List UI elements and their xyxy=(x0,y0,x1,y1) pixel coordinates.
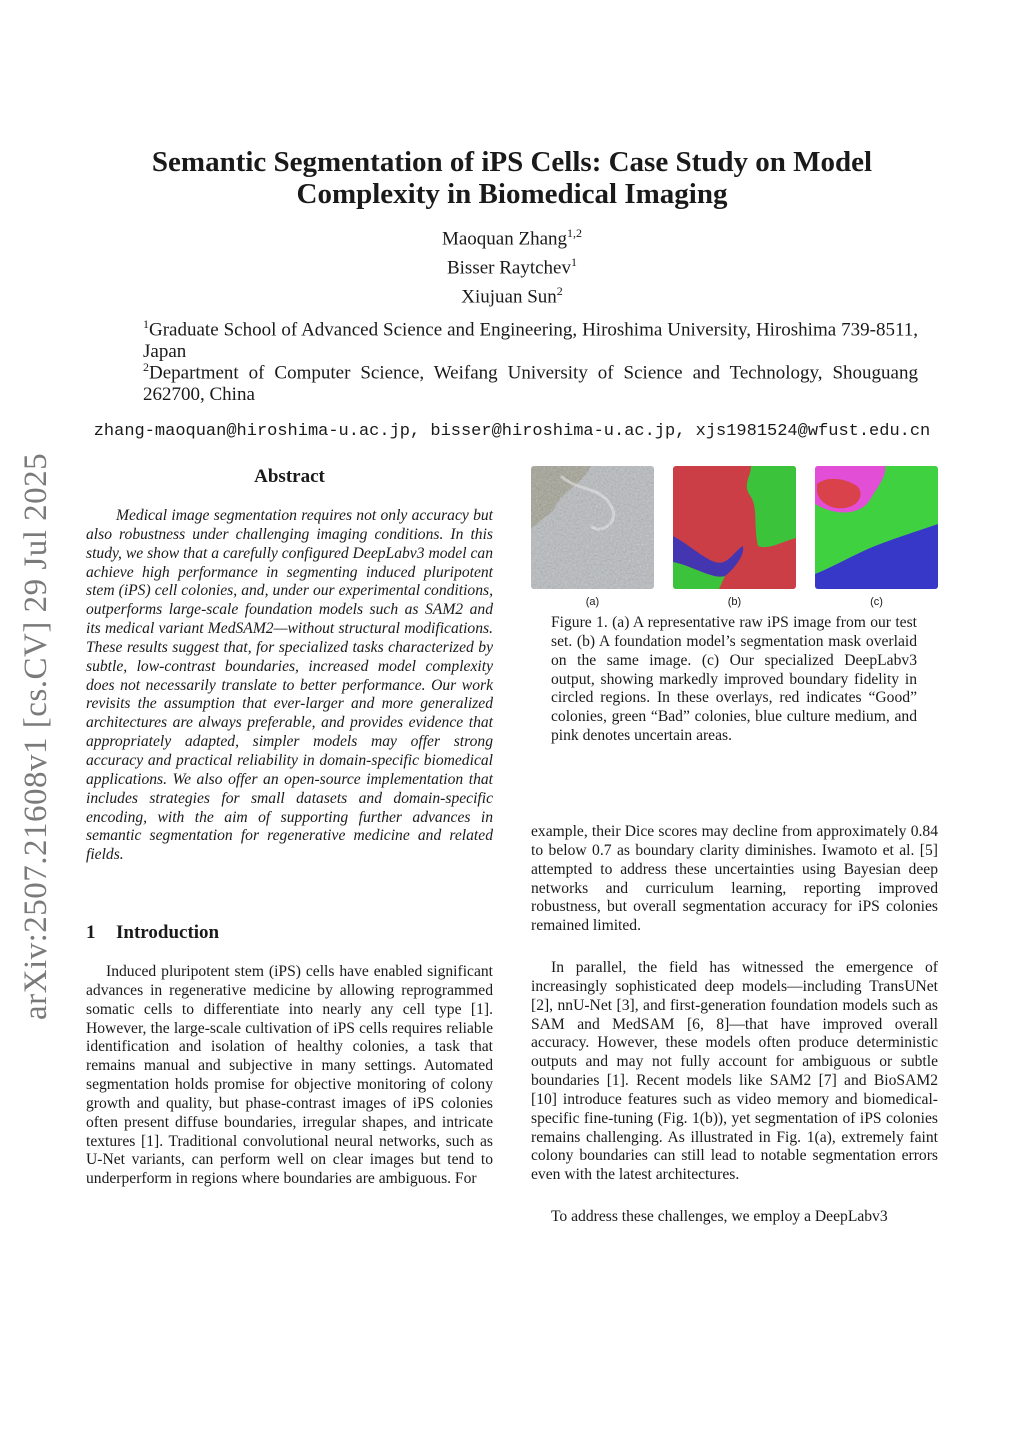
figure-panel-foundation-mask xyxy=(673,466,796,589)
author-emails[interactable]: zhang-maoquan@hiroshima-u.ac.jp, bisser@hiroshima-u.ac.jp, xjs1981524@wfust.edu.cn xyxy=(93,422,931,441)
figure-caption: Figure 1. (a) A representative raw iPS image from our test set. (b) A foundation model’s segmentation mask overlaid on the same image. (c) Our specialized DeepLabv3 output, showing markedly improved boundary fidelity in circled regions. In these overlays, red indicates “Good” colonies, green “Bad” colonies, blue culture medium, and pink denotes uncertain areas. xyxy=(551,614,917,745)
body-paragraph: example, their Dice scores may decline from approximately 0.84 to below 0.7 as boundary clarity diminishes. Iwamoto et al. [5] attempted to address these uncertainties using Bayesian deep networks and curriculum learning, reporting improved robustness, but overall segmentation accuracy for iPS colonies remained limited. xyxy=(531,823,938,935)
deeplabv3-mask xyxy=(815,466,938,589)
intro-paragraph: Induced pluripotent stem (iPS) cells have enabled significant advances in regenerative medicine by allowing reprogrammed somatic cells to differentiate into nearly any cell type [1]. However, the large-scale cultivation of iPS cells requires reliable identification and isolation of healthy colonies, a task that remains manual and subjective in many settings. Automated segmentation holds promise for objective monitoring of colony growth and quality, but phase-contrast images of iPS colonies often present diffuse boundaries, irregular shapes, and intricate textures [1]. Traditional convolutional neural networks, such as U-Net variants, can perform well on clear images but tend to underperform in regions where boundaries are ambiguous. For xyxy=(86,963,493,1188)
subfigure-label: (a) xyxy=(585,596,600,608)
affiliation-1: $^1$Graduate School of Advanced Science and Engineering, Hiroshima University, Hiroshima 739-8511, Japan xyxy=(143,317,918,362)
section-heading xyxy=(86,922,219,944)
abstract-text: Medical image segmentation requires not only accuracy but also robustness under challenging imaging conditions. In this study, we show that a carefully configured DeepLabv3 model can achieve high performance in segmenting induced pluripotent stem (iPS) cell colonies, and, under our experimental conditions, outperforms large-scale foundation models such as SAM2 and its medical variant MedSAM2—without structural modifications. These results suggest that, for specialized tasks characterized by subtle, low-contrast boundaries, increased model complexity does not necessarily translate to better performance. Our work revisits the assumption that ever-larger and more generalized architectures are always preferable, and provides evidence that appropriately adapted, simpler models may offer strong accuracy and practical reliability in domain-specific biomedical applications. We also offer an open-source implementation that includes strategies for small datasets and domain-specific encoding, with the aim of supporting further advances in semantic segmentation for regenerative medicine and related fields. xyxy=(86,507,493,864)
subfigure-label: (b) xyxy=(727,596,742,608)
section-number: 1 xyxy=(86,922,96,943)
raw-microscopy-image xyxy=(531,466,654,589)
figure-panel-raw xyxy=(531,466,654,589)
body-paragraph: To address these challenges, we employ a DeepLabv3 xyxy=(551,1208,888,1225)
body-paragraph: In parallel, the field has witnessed the emergence of increasingly sophisticated deep models—including TransUNet [2], nnU-Net [3], and first-generation foundation models such as SAM and MedSAM [6, 8]—that have improved overall accuracy. However, these models often produce deterministic outputs and may not fully account for ambiguous or subtle boundaries [1]. Recent models like SAM2 [7] and BioSAM2 [10] introduce features such as video memory and biomedical-specific fine-tuning (Fig. 1(b)), yet segmentation of iPS colonies remains challenging. As illustrated in Fig. 1(a), extremely faint colony boundaries can still lead to notable segmentation errors even with the latest architectures. xyxy=(531,959,938,1184)
affiliation-2: $^2$Department of Computer Science, Weifang University of Science and Technology, Shouguang 262700, China xyxy=(143,360,918,405)
author: Xiujuan Sun$^2$ xyxy=(461,283,563,307)
arxiv-identifier: arXiv:2507.21608v1 [cs.CV] 29 Jul 2025 xyxy=(18,452,54,1020)
paper-title: Semantic Segmentation of iPS Cells: Case Study on Model Complexity in Biomedical Imaging xyxy=(151,146,873,210)
figure-panel-deeplabv3-mask xyxy=(815,466,938,589)
author: Maoquan Zhang$^{1,2}$ xyxy=(441,226,583,250)
subfigure-label: (c) xyxy=(870,596,883,608)
author: Bisser Raytchev$^1$ xyxy=(446,254,577,279)
section-title: Introduction xyxy=(116,922,220,943)
foundation-model-mask xyxy=(673,466,796,589)
abstract-heading: Abstract xyxy=(254,466,325,487)
author-list xyxy=(0,222,1024,308)
